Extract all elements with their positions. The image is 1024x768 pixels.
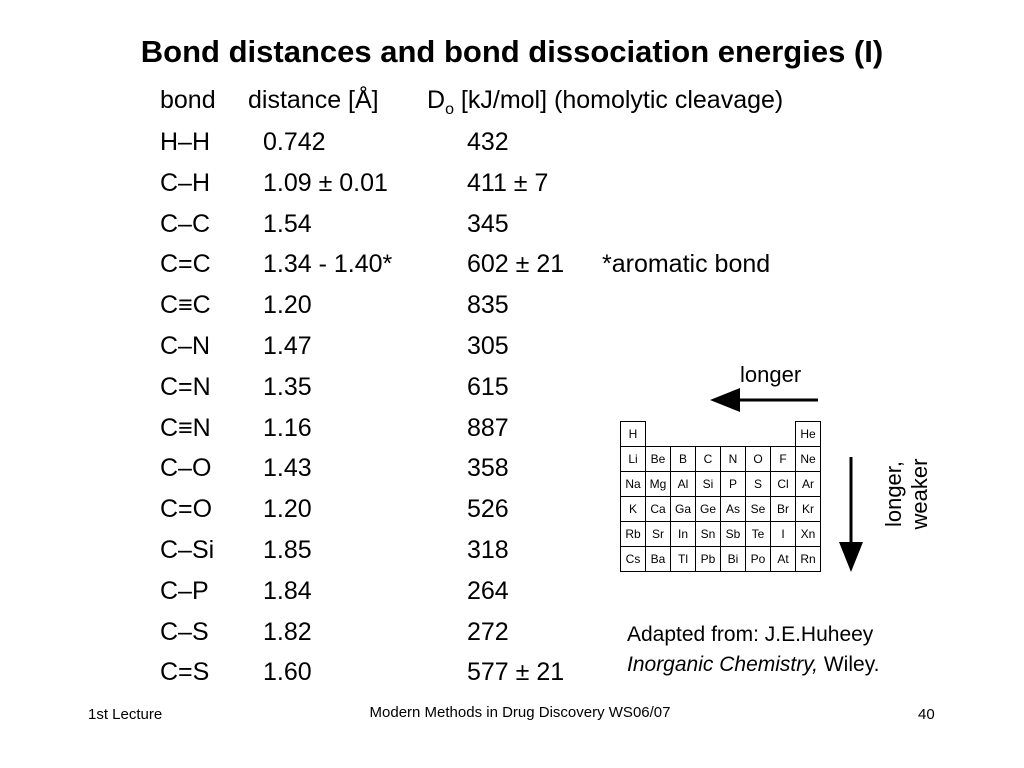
element-cell: O — [746, 447, 771, 472]
element-cell: Bi — [721, 547, 746, 572]
element-cell: Sn — [696, 522, 721, 547]
bond-name: C=O — [160, 495, 213, 524]
reference-line1: Adapted from: J.E.Huheey — [627, 623, 874, 646]
header-distance: distance [Å] — [248, 86, 379, 114]
reference — [627, 620, 879, 680]
bond-energy: 526 — [467, 495, 509, 524]
element-cell: Kr — [796, 497, 821, 522]
element-cell: Li — [621, 447, 646, 472]
bond-energy: 432 — [467, 128, 509, 156]
bond-name: C–Si — [160, 536, 215, 564]
bond-name: C=C — [160, 250, 211, 279]
element-cell: Sr — [646, 522, 671, 547]
footer-left: 1st Lecture — [88, 706, 163, 723]
element-cell: Pb — [696, 547, 721, 572]
element-cell: Al — [671, 472, 696, 497]
element-cell: Ga — [671, 497, 696, 522]
header-energy-symbol: D — [427, 86, 446, 114]
element-cell: Br — [771, 497, 796, 522]
element-cell: In — [671, 522, 696, 547]
longer-weaker-label — [881, 444, 933, 544]
element-cell: N — [721, 447, 746, 472]
bond-name: H–H — [160, 128, 211, 156]
bond-energy: 411 ± 7 — [467, 168, 549, 197]
bond-distance: 1.20 — [263, 495, 312, 524]
reference-line2 — [627, 650, 879, 680]
longer-label: longer — [740, 362, 802, 387]
bond-distance: 1.43 — [263, 454, 312, 483]
bond-distance: 1.16 — [263, 413, 312, 442]
element-cell: K — [621, 497, 646, 522]
element-cell: As — [721, 497, 746, 522]
element-cell: Te — [746, 522, 771, 547]
element-cell: P — [721, 472, 746, 497]
element-cell: Si — [696, 472, 721, 497]
header-energy-subscript: o — [445, 101, 454, 118]
longer-weaker-line2: weaker — [907, 458, 932, 530]
bond-distance: 1.47 — [263, 332, 312, 360]
bond-name: C–P — [160, 576, 209, 605]
bond-name: C–C — [160, 209, 211, 238]
element-cell: Po — [746, 547, 771, 572]
element-cell: B — [671, 447, 696, 472]
element-cell: Rn — [796, 547, 821, 572]
element-cell: Ne — [796, 447, 821, 472]
bond-name: C≡N — [160, 413, 211, 442]
element-cell: Ar — [796, 472, 821, 497]
element-cell: S — [746, 472, 771, 497]
bond-distance: 1.54 — [263, 209, 312, 238]
bond-energy: 305 — [467, 332, 509, 360]
bond-distance: 1.20 — [263, 291, 312, 320]
element-cell: C — [696, 447, 721, 472]
bond-energy: 264 — [467, 576, 509, 605]
reference-publisher: Wiley. — [823, 653, 880, 676]
element-cell: Be — [646, 447, 671, 472]
element-cell: Ba — [646, 547, 671, 572]
element-cell: Xn — [796, 522, 821, 547]
bond-name: C–S — [160, 617, 209, 646]
element-cell: Rb — [621, 522, 646, 547]
bond-distance: 1.35 — [263, 372, 312, 401]
bond-energy: 345 — [467, 209, 509, 238]
bond-distance: 1.84 — [263, 576, 312, 605]
bond-name: C≡C — [160, 291, 211, 320]
bond-distance: 1.34 - 1.40* — [263, 250, 393, 279]
element-cell: Na — [621, 472, 646, 497]
element-cell: Se — [746, 497, 771, 522]
bond-distance: 1.60 — [263, 658, 312, 687]
bond-energy: 318 — [467, 536, 509, 564]
bond-energy: 887 — [467, 413, 509, 442]
bond-name: C–O — [160, 454, 212, 483]
element-cell: Ca — [646, 497, 671, 522]
bond-energy: 615 — [467, 372, 509, 401]
element-cell: Tl — [671, 547, 696, 572]
bond-name: C–N — [160, 332, 211, 360]
footer-center: Modern Methods in Drug Discovery WS06/07 — [369, 704, 671, 721]
bond-energy: 272 — [467, 617, 509, 646]
element-cell: He — [796, 422, 821, 447]
bond-note: *aromatic bond — [602, 250, 771, 279]
element-cell: Sb — [721, 522, 746, 547]
element-cell: Cl — [771, 472, 796, 497]
longer-weaker-line1: longer, — [881, 460, 906, 528]
element-cell: Cs — [621, 547, 646, 572]
bond-name: C=N — [160, 372, 211, 401]
element-cell: At — [771, 547, 796, 572]
bond-distance: 1.82 — [263, 617, 312, 646]
bond-energy: 577 ± 21 — [467, 658, 565, 687]
element-cell: I — [771, 522, 796, 547]
bond-energy: 835 — [467, 291, 509, 320]
header-bond: bond — [160, 86, 216, 114]
bond-distance: 1.85 — [263, 536, 312, 564]
element-cell: Mg — [646, 472, 671, 497]
header-energy-unit: [kJ/mol] (homolytic cleavage) — [460, 86, 784, 114]
bond-name: C–H — [160, 168, 211, 197]
bond-distance: 1.09 ± 0.01 — [263, 168, 388, 197]
slide-title: Bond distances and bond dissociation energies (I) — [140, 34, 884, 69]
bond-distance: 0.742 — [263, 128, 326, 156]
element-cell: H — [621, 422, 646, 447]
bond-energy: 602 ± 21 — [467, 250, 565, 279]
bond-energy: 358 — [467, 454, 509, 483]
page-number: 40 — [918, 706, 935, 723]
bond-name: C=S — [160, 658, 210, 687]
reference-book: Inorganic Chemistry, — [627, 653, 819, 676]
element-cell: F — [771, 447, 796, 472]
element-cell: Ge — [696, 497, 721, 522]
